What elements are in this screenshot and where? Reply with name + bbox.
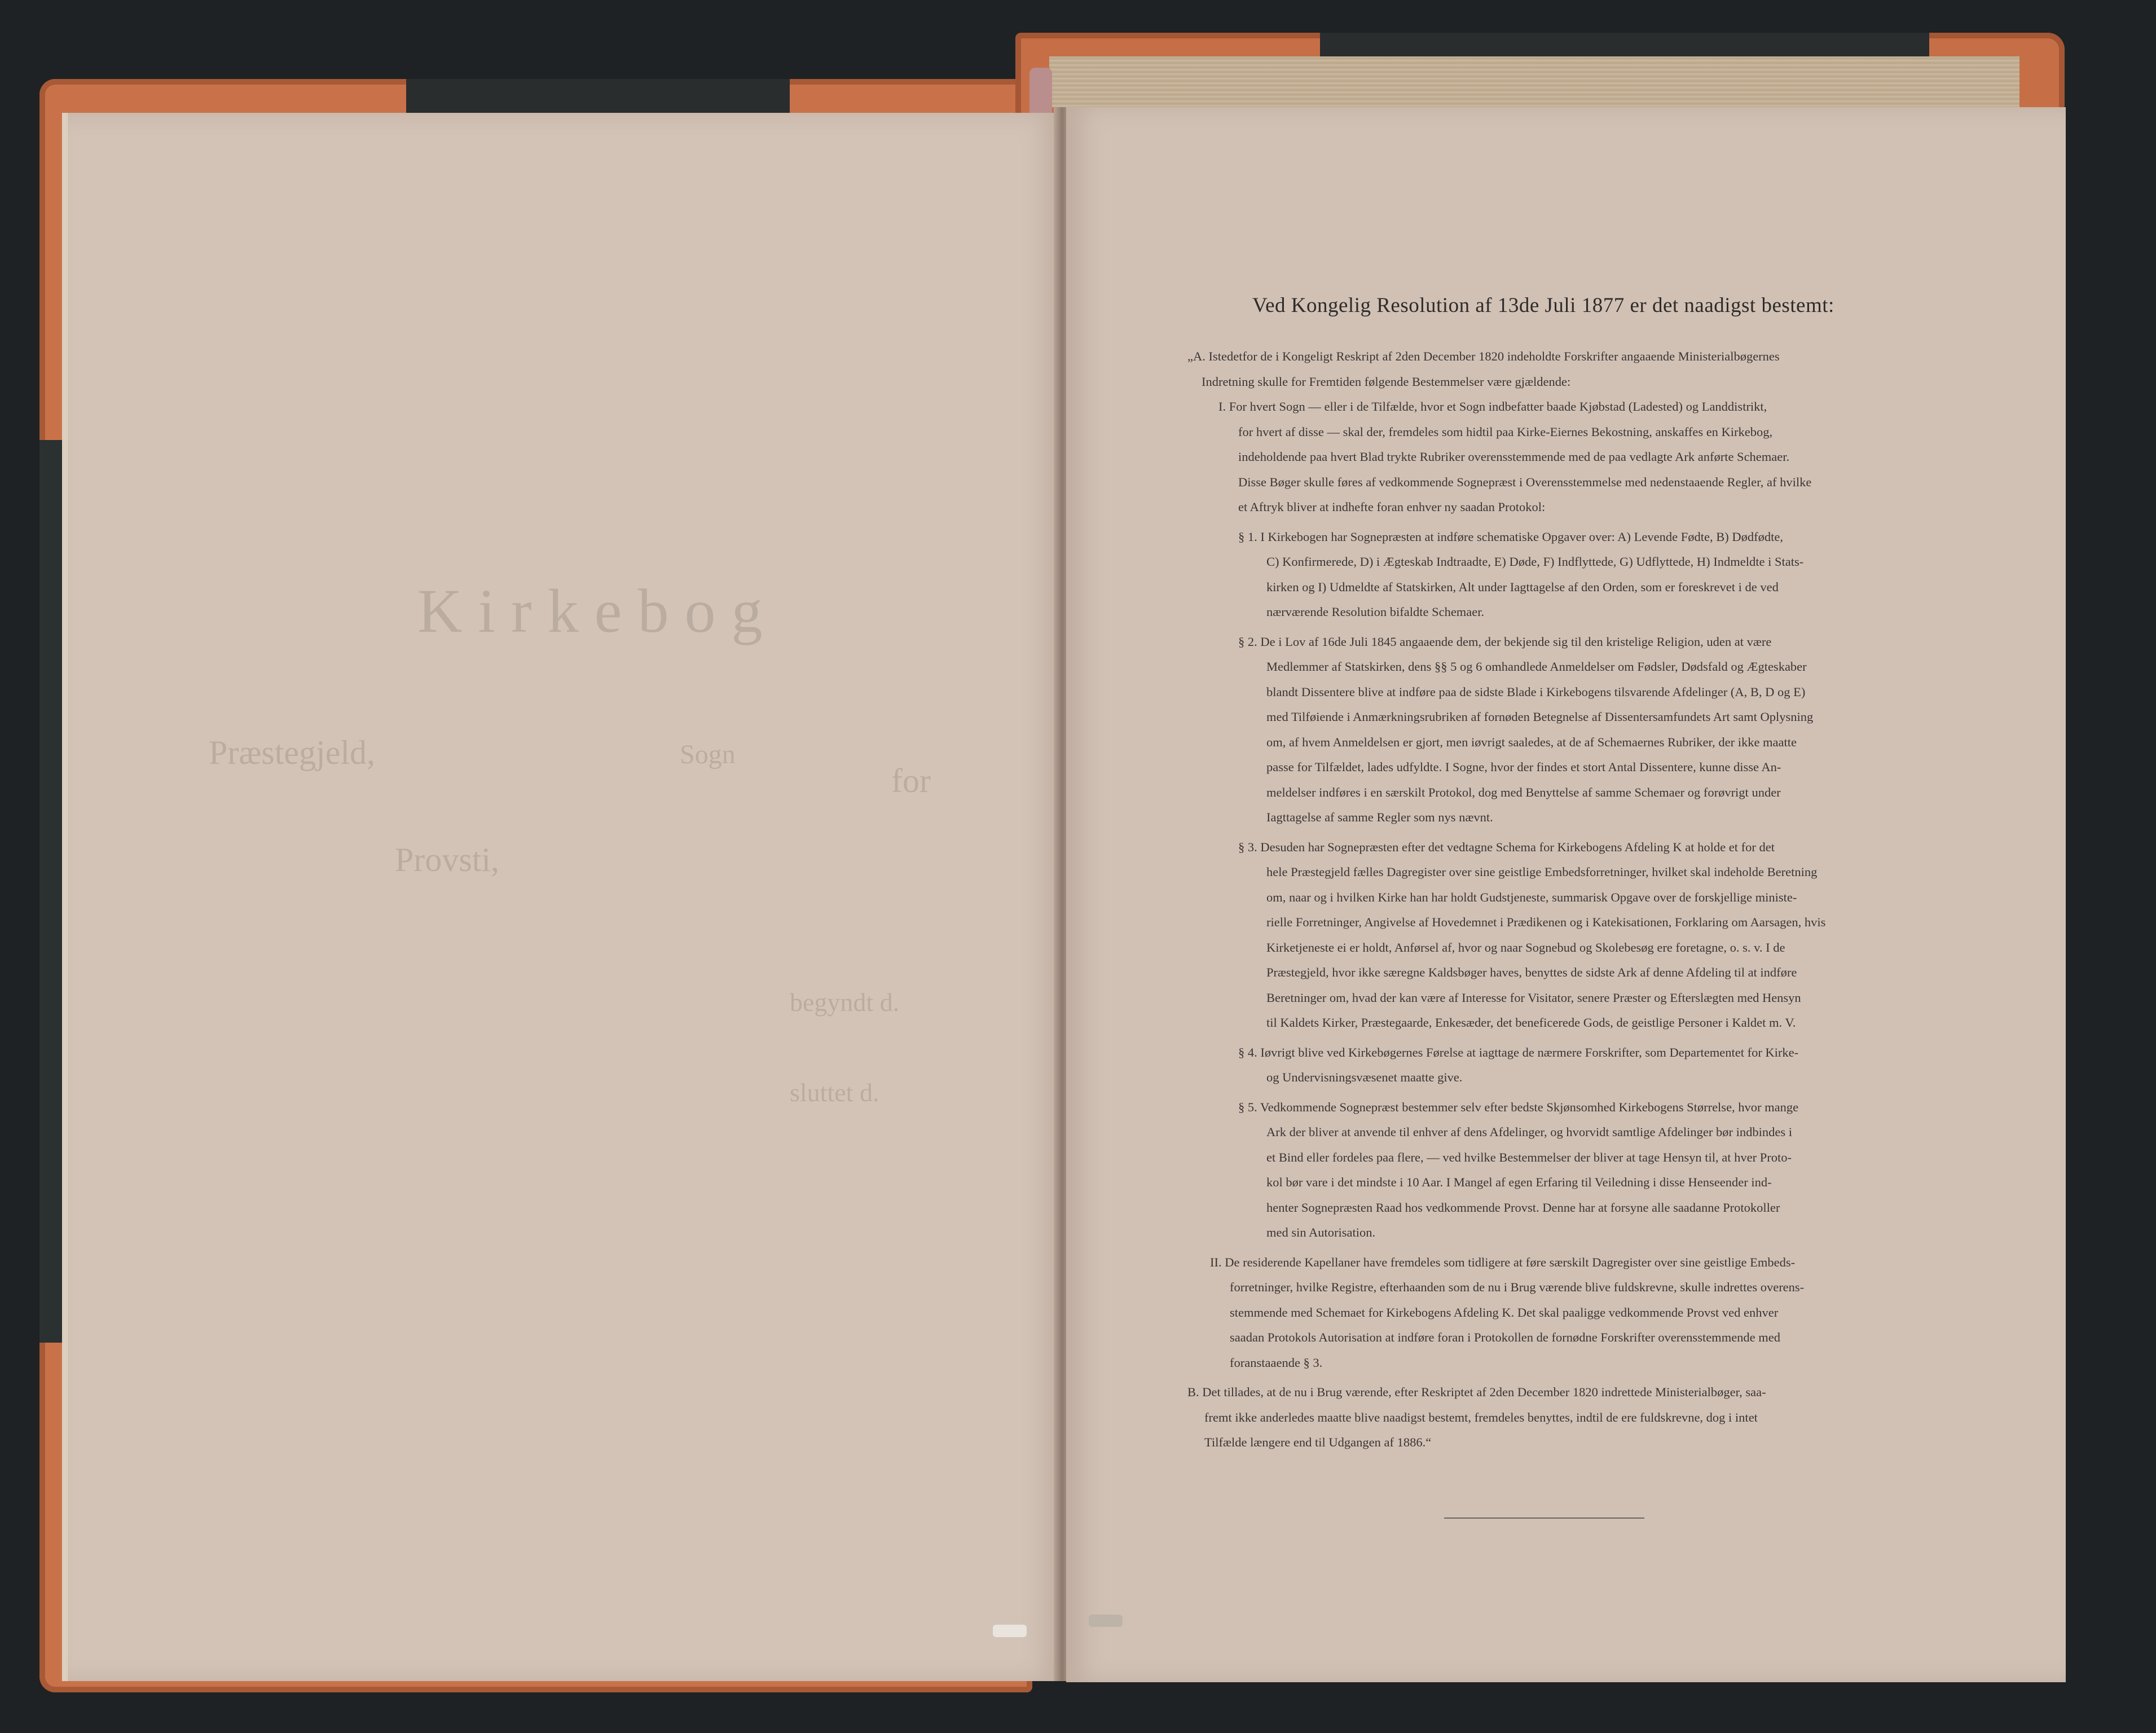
text-line: henter Sognepræsten Raad hos vedkommende Provst. Denne har at forsyne alle saadanne Protokoller	[1266, 1200, 1780, 1215]
ghost-title: Kirkebog	[417, 577, 778, 645]
ghost-prestegjeld: Præstegjeld,	[209, 734, 375, 771]
text-line: § 2. De i Lov af 16de Juli 1845 angaaende dem, der bekjende sig til den kristelige Religion, uden at være	[1238, 634, 1772, 649]
text-line: hele Præstegjeld fælles Dagregister over sine geistlige Embedsforretninger, hvilket skal indeholde Beretning	[1266, 865, 1818, 879]
text-line: § 3. Desuden har Sognepræsten efter det vedtagne Schema for Kirkebogens Afdeling K at holde et for det	[1238, 839, 1775, 854]
closing-rule	[1444, 1518, 1644, 1519]
text-line: Kirketjeneste ei er holdt, Anførsel af, hvor og naar Sognebud og Skolebesøg ere foretagne, o. s. v. I de	[1266, 940, 1785, 955]
text-line: kol bør vare i det mindste i 10 Aar. I Mangel af egen Erfaring til Veiledning i disse Henseender ind-	[1266, 1175, 1772, 1189]
text-line: et Aftryk bliver at indhefte foran enhver ny saadan Protokol:	[1238, 500, 1546, 514]
text-line: Beretninger om, hvad der kan være af Interesse for Visitator, senere Præster og Efterslægten med Hensyn	[1266, 990, 1801, 1005]
text-line: med Tilføiende i Anmærkningsrubriken af fornøden Betegnelse af Dissentersamfundets Art samt Oplysning	[1266, 710, 1814, 724]
text-line: Tilfælde længere end til Udgangen af 1886.“	[1204, 1435, 1432, 1449]
text-line: Præstegjeld, hvor ikke særegne Kaldsbøger haves, benyttes de sidste Ark af denne Afdeling til at indføre	[1266, 965, 1797, 979]
text-line: Disse Bøger skulle føres af vedkommende Sognepræst i Overensstemmelse med nedenstaaende Regler, af hvilke	[1238, 474, 1812, 489]
text-line: blandt Dissentere blive at indføre paa de sidste Blade i Kirkebogens tilsvarende Afdelinger (A, B, D og E)	[1266, 684, 1806, 699]
text-line: II. De residerende Kapellaner have fremdeles som tidligere at føre særskilt Dagregister over sine geistlige Embeds-	[1210, 1255, 1796, 1269]
ghost-sluttet: sluttet d.	[790, 1078, 879, 1107]
text-line: med sin Autorisation.	[1266, 1225, 1376, 1239]
text-line: „A. Istedetfor de i Kongeligt Reskript af 2den December 1820 indeholdte Forskrifter angaaende Ministerialbøgernes	[1187, 349, 1780, 363]
text-line: foranstaaende § 3.	[1230, 1355, 1323, 1370]
binding-clip-left	[993, 1625, 1027, 1637]
text-line: I. For hvert Sogn — eller i de Tilfælde, hvor et Sogn indbefatter baade Kjøbstad (Ladested) og Landdistrikt,	[1218, 399, 1767, 414]
text-line: kirken og I) Udmeldte af Statskirken, Alt under Iagttagelse af den Orden, som er foreskrevet i de ved	[1266, 579, 1779, 594]
text-line: Indretning skulle for Fremtiden følgende Bestemmelser være gjældende:	[1202, 374, 1571, 389]
ghost-begyndt: begyndt d.	[790, 988, 900, 1017]
text-line: § 5. Vedkommende Sognepræst bestemmer selv efter bedste Skjønsomhed Kirkebogens Størrelse, hvor mange	[1238, 1099, 1799, 1114]
text-line: § 4. Iøvrigt blive ved Kirkebøgernes Førelse at iagttage de nærmere Forskrifter, som Departementet for Kirke-	[1238, 1045, 1799, 1059]
text-line: Ark der bliver at anvende til enhver af dens Afdelinger, og hvorvidt samtlige Afdelinger bør indbindes i	[1266, 1125, 1792, 1139]
text-line: og Undervisningsvæsenet maatte give.	[1266, 1070, 1463, 1084]
text-line: stemmende med Schemaet for Kirkebogens Afdeling K. Det skal paaligge vedkommende Provst ved enhver	[1230, 1305, 1779, 1319]
binding-clip-right	[1089, 1615, 1123, 1627]
ghost-provsti: Provsti,	[395, 841, 500, 878]
ghost-sogn: Sogn	[680, 740, 736, 769]
cloth-spine-top-left	[406, 79, 790, 113]
text-line: saadan Protokols Autorisation at indføre foran i Protokollen de fornødne Forskrifter overensstemmende med	[1230, 1330, 1781, 1344]
left-page	[68, 113, 1061, 1681]
text-line: meldelser indføres i en særskilt Protokol, dog med Benyttelse af samme Schemaer og forøvrigt under	[1266, 785, 1781, 799]
text-line: fremt ikke anderledes maatte blive naadigst bestemt, fremdeles benyttes, indtil de ere fuldskrevne, dog i intet	[1204, 1410, 1758, 1424]
text-line: om, af hvem Anmeldelsen er gjort, men iøvrigt saaledes, at de af Schemaernes Rubriker, der ikke maatte	[1266, 734, 1797, 749]
page-edges	[1049, 56, 2019, 107]
text-line: Medlemmer af Statskirken, dens §§ 5 og 6 omhandlede Anmeldelser om Fødsler, Dødsfald og Ægteskaber	[1266, 659, 1807, 674]
text-line: for hvert af disse — skal der, fremdeles som hidtil paa Kirke-Eiernes Bekostning, anskaffes en Kirkebog,	[1238, 424, 1773, 439]
cloth-left-edge	[39, 440, 65, 1343]
text-line: nærværende Resolution bifaldte Schemaer.	[1266, 605, 1485, 619]
text-line: B. Det tillades, at de nu i Brug værende, efter Reskriptet af 2den December 1820 indrettede Ministerialbøger, saa-	[1187, 1385, 1766, 1399]
text-line: § 1. I Kirkebogen har Sognepræsten at indføre schematiske Opgaver over: A) Levende Fødte, B) Dødfødte,	[1238, 529, 1783, 544]
text-line: indeholdende paa hvert Blad trykte Rubriker overensstemmende med de paa vedlagte Ark anførte Schemaer.	[1238, 450, 1790, 464]
text-line: til Kaldets Kirker, Præstegaarde, Enkesæder, det beneficerede Gods, de geistlige Personer i Kaldet m. V.	[1266, 1015, 1796, 1030]
text-line: forretninger, hvilke Registre, efterhaanden som de nu i Brug værende blive fuldskrevne, skulle indrettes overens-	[1230, 1280, 1805, 1294]
resolution-title: Ved Kongelig Resolution af 13de Juli 1877 er det naadigst bestemt:	[1252, 294, 1834, 317]
text-line: passe for Tilfældet, lades udfyldte. I Sogne, hvor der findes et stort Antal Dissentere, kunne disse An-	[1266, 760, 1781, 774]
text-line: om, naar og i hvilken Kirke han har holdt Gudstjeneste, summarisk Opgave over de forskjellige ministe-	[1266, 890, 1797, 904]
text-line: rielle Forretninger, Angivelse af Hovedemnet i Prædikenen og i Katekisationen, Forklaring om Aarsagen, hvis	[1266, 915, 1826, 929]
text-line: et Bind eller fordeles paa flere, — ved hvilke Bestemmelser der bliver at tage Hensyn til, at hver Proto-	[1266, 1150, 1792, 1164]
text-line: C) Konfirmerede, D) i Ægteskab Indtraadte, E) Døde, F) Indflyttede, G) Udflyttede, H) Indmeldte i Stats-	[1266, 555, 1804, 569]
text-line: Iagttagelse af samme Regler som nys nævnt.	[1266, 810, 1493, 824]
ghost-for: for	[891, 762, 931, 799]
